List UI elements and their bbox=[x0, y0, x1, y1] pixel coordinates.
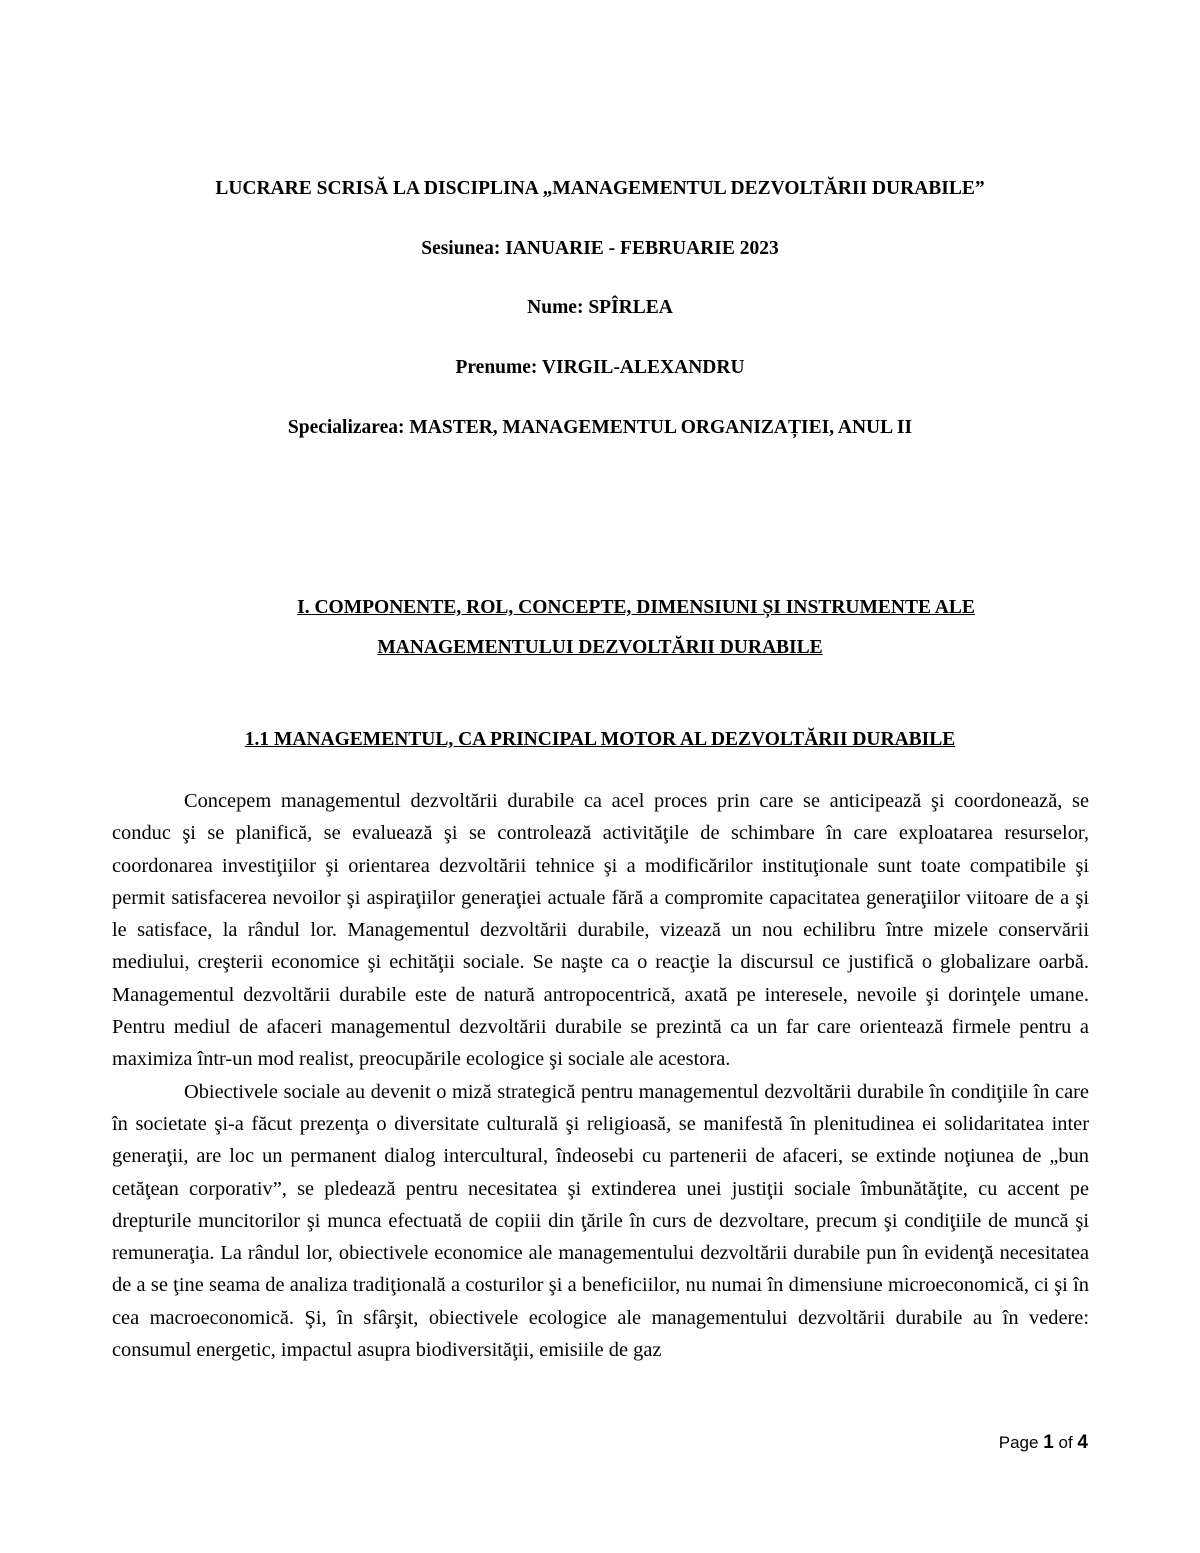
page-footer bbox=[999, 1432, 1088, 1454]
of-label: of bbox=[1058, 1433, 1073, 1452]
chapter-heading-line-2: MANAGEMENTULUI DEZVOLTĂRII DURABILE bbox=[377, 637, 823, 658]
session-line: Sesiunea: IANUARIE - FEBRUARIE 2023 bbox=[421, 238, 779, 259]
total-pages: 4 bbox=[1077, 1432, 1088, 1453]
page-label: Page bbox=[998, 1433, 1039, 1452]
specialization-line: Specializarea: MASTER, MANAGEMENTUL ORGANIZAȚIEI, ANUL II bbox=[287, 417, 913, 438]
page-number: 1 bbox=[1043, 1432, 1054, 1453]
first-name-line: Prenume: VIRGIL-ALEXANDRU bbox=[455, 357, 745, 378]
body-text bbox=[112, 785, 1089, 1366]
document-title: LUCRARE SCRISĂ LA DISCIPLINA „MANAGEMENTUL DEZVOLTĂRII DURABILE” bbox=[215, 178, 985, 199]
paragraph: Obiectivele sociale au devenit o miză strategică pentru managementul dezvoltării durabile în condiţiile în care în societate şi-a făcut prezenţa o diversitate culturală şi religioasă, se manifestă în plenitudinea ei solidaritatea inter generaţii, are loc un permanent dialog intercultural, îndeosebi cu partenerii de afaceri, se extinde noţiunea de „bun cetăţean corporativ”, se pledează pentru necesitatea şi extinderea unei justiţii sociale îmbunătăţite, cu accent pe drepturile muncitorilor şi munca efectuată de copiii din ţările în curs de dezvoltare, precum şi condiţiile de muncă şi remuneraţia. La rândul lor, obiectivele economice ale managementului dezvoltării durabile pun în evidenţă necesitatea de a se ţine seama de analiza tradiţională a costurilor şi a beneficiilor, nu numai în dimensiune microeconomică, ci şi în cea macroeconomică. Şi, în sfârşit, obiectivele ecologice ale managementului dezvoltării durabile au în vedere: consumul energetic, impactul asupra biodiversităţii, emisiile de gaz bbox=[112, 1080, 1089, 1362]
name-line: Nume: SPÎRLEA bbox=[527, 297, 673, 318]
section-heading: 1.1 MANAGEMENTUL, CA PRINCIPAL MOTOR AL DEZVOLTĂRII DURABILE bbox=[244, 729, 956, 750]
paragraph: Concepem managementul dezvoltării durabile ca acel proces prin care se anticipează şi coordonează, se conduc şi se planifică, se evaluează şi se controlează activităţile de schimbare în care exploatarea resurselor, coordonarea investiţiilor şi orientarea dezvoltării tehnice şi a modificărilor instituţionale sunt toate compatibile şi permit satisfacerea nevoilor şi aspiraţiilor generaţiei actuale fără a compromite capacitatea generaţiilor viitoare de a şi le satisface, la rândul lor. Managementul dezvoltării durabile, vizează un nou echilibru între mizele conservării mediului, creşterii economice şi echităţii sociale. Se naşte ca o reacţie la discursul ce justifică o globalizare oarbă. Managementul dezvoltării durabile este de natură antropocentrică, axată pe interesele, nevoile şi dorinţele umane. Pentru mediul de afaceri managementul dezvoltării durabile se prezintă ca un far care orientează firmele pentru a maximiza într-un mod realist, preocupările ecologice şi sociale ale acestora. bbox=[112, 790, 1089, 1071]
chapter-heading-line-1: I. COMPONENTE, ROL, CONCEPTE, DIMENSIUNI ȘI INSTRUMENTE ALE bbox=[297, 597, 975, 618]
